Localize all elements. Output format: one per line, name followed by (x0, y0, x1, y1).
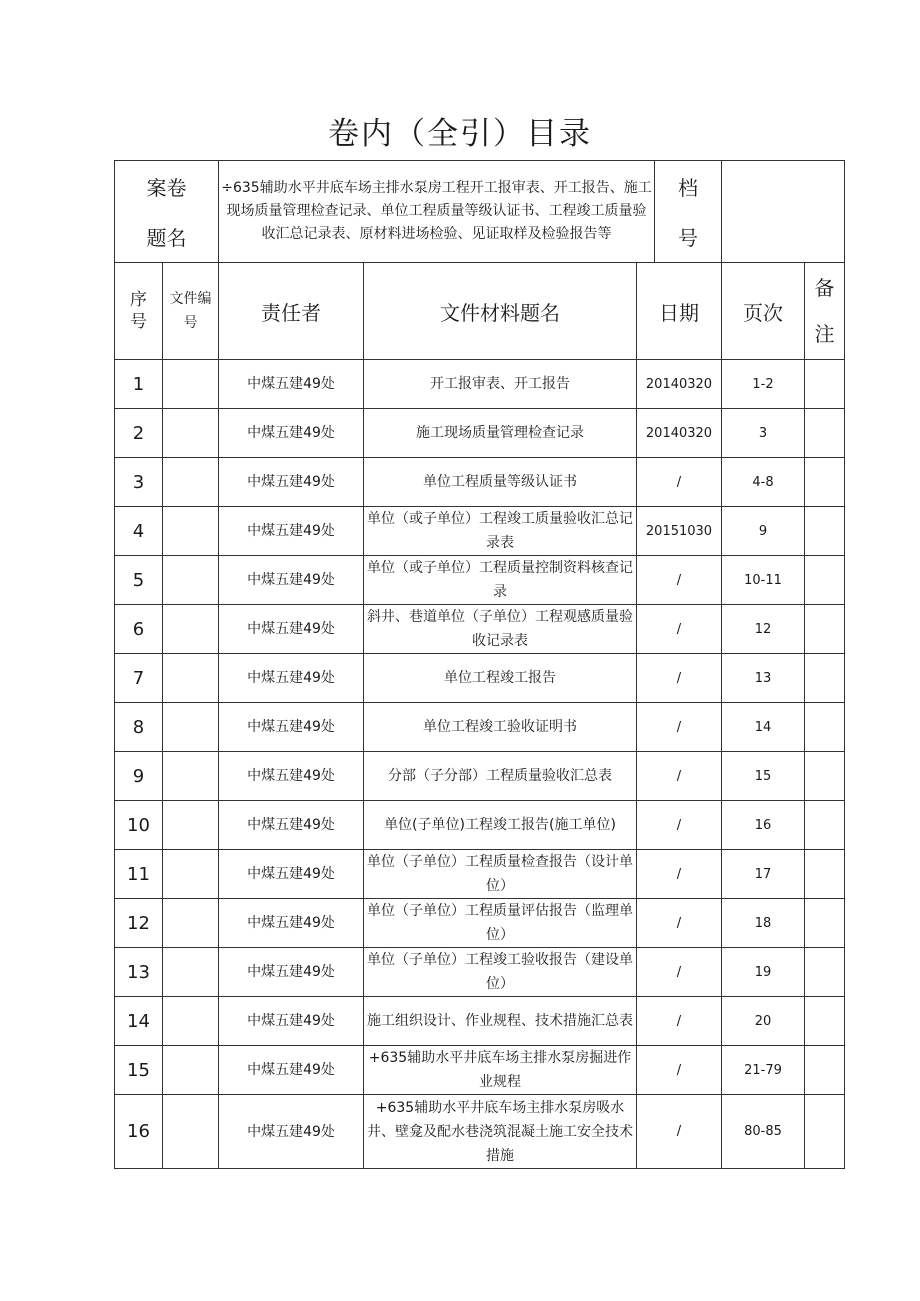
row-remark (805, 605, 845, 654)
row-pages: 16 (722, 801, 805, 850)
case-title-value: ÷635辅助水平井底车场主排水泵房工程开工报审表、开工报告、施工现场质量管理检查记录、单位工程质量等级认证书、工程竣工质量验收汇总记录表、原材料进场检验、见证取样及检验报告等 (219, 161, 655, 263)
row-pages: 20 (722, 997, 805, 1046)
row-material: 施工现场质量管理检查记录 (364, 409, 637, 458)
row-responsible: 中煤五建49处 (219, 605, 364, 654)
row-responsible: 中煤五建49处 (219, 360, 364, 409)
row-seq: 5 (115, 556, 163, 605)
row-remark (805, 409, 845, 458)
row-responsible: 中煤五建49处 (219, 899, 364, 948)
row-seq: 12 (115, 899, 163, 948)
col-remark-line1: 备 (814, 276, 835, 300)
row-pages: 12 (722, 605, 805, 654)
row-file-no (163, 360, 219, 409)
row-seq: 13 (115, 948, 163, 997)
row-remark (805, 458, 845, 507)
row-date: / (637, 1046, 722, 1095)
row-file-no (163, 997, 219, 1046)
row-file-no (163, 703, 219, 752)
page-title: 卷内（全引）目录 (328, 116, 592, 152)
row-material: 单位（或子单位）工程竣工质量验收汇总记录表 (364, 507, 637, 556)
archive-no-value (722, 161, 845, 263)
archive-no-label-line1: 档 (678, 175, 698, 200)
row-pages: 9 (722, 507, 805, 556)
table-row (115, 409, 845, 458)
row-pages: 80-85 (722, 1095, 805, 1169)
col-pages-header: 页次 (722, 263, 805, 360)
row-remark (805, 752, 845, 801)
row-date: / (637, 801, 722, 850)
row-file-no (163, 556, 219, 605)
col-date-header: 日期 (637, 263, 722, 360)
row-responsible: 中煤五建49处 (219, 850, 364, 899)
col-remark-line2: 注 (814, 322, 835, 346)
col-seq-line1: 序 (130, 290, 147, 310)
table-row (115, 507, 845, 556)
row-responsible: 中煤五建49处 (219, 1095, 364, 1169)
table-row (115, 850, 845, 899)
row-date: / (637, 997, 722, 1046)
row-remark (805, 1046, 845, 1095)
row-responsible: 中煤五建49处 (219, 654, 364, 703)
row-file-no (163, 458, 219, 507)
row-pages: 1-2 (722, 360, 805, 409)
table-row (115, 752, 845, 801)
row-seq: 8 (115, 703, 163, 752)
row-file-no (163, 948, 219, 997)
row-material: 单位工程竣工验收证明书 (364, 703, 637, 752)
row-file-no (163, 801, 219, 850)
row-remark (805, 997, 845, 1046)
row-material: 斜井、巷道单位（子单位）工程观感质量验收记录表 (364, 605, 637, 654)
row-material: +635辅助水平井底车场主排水泵房吸水井、壁龛及配水巷浇筑混凝土施工安全技术措施 (364, 1095, 637, 1169)
row-pages: 17 (722, 850, 805, 899)
row-file-no (163, 1046, 219, 1095)
row-material: 分部（子分部）工程质量验收汇总表 (364, 752, 637, 801)
row-remark (805, 1095, 845, 1169)
row-file-no (163, 752, 219, 801)
table-row (115, 556, 845, 605)
row-responsible: 中煤五建49处 (219, 507, 364, 556)
row-material: 单位（子单位）工程质量检查报告（设计单位） (364, 850, 637, 899)
col-file-no-header (163, 263, 219, 360)
row-responsible: 中煤五建49处 (219, 703, 364, 752)
case-title-label-line1: 案卷 (146, 175, 187, 200)
row-seq: 3 (115, 458, 163, 507)
row-seq: 9 (115, 752, 163, 801)
catalog-sheet (114, 160, 844, 1169)
row-seq: 14 (115, 997, 163, 1046)
row-file-no (163, 1095, 219, 1169)
row-file-no (163, 605, 219, 654)
row-file-no (163, 654, 219, 703)
col-seq-line2: 号 (130, 312, 147, 332)
col-responsible-header: 责任者 (219, 263, 364, 360)
row-responsible: 中煤五建49处 (219, 1046, 364, 1095)
row-file-no (163, 409, 219, 458)
row-pages: 21-79 (722, 1046, 805, 1095)
catalog-table (114, 262, 845, 1169)
row-seq: 4 (115, 507, 163, 556)
row-date: / (637, 1095, 722, 1169)
table-row (115, 801, 845, 850)
row-date: 20140320 (637, 409, 722, 458)
row-date: / (637, 458, 722, 507)
row-material: 单位工程竣工报告 (364, 654, 637, 703)
row-pages: 13 (722, 654, 805, 703)
row-responsible: 中煤五建49处 (219, 997, 364, 1046)
col-file-no-line2: 号 (183, 315, 198, 331)
row-date: / (637, 899, 722, 948)
row-date: 20140320 (637, 360, 722, 409)
catalog-rows (115, 360, 845, 1169)
table-row (115, 1095, 845, 1169)
row-date: / (637, 850, 722, 899)
row-material: 开工报审表、开工报告 (364, 360, 637, 409)
column-header-row (115, 263, 845, 360)
archive-no-label-line2: 号 (678, 225, 698, 250)
row-material: 单位（或子单位）工程质量控制资料核查记录 (364, 556, 637, 605)
row-date: / (637, 948, 722, 997)
row-pages: 15 (722, 752, 805, 801)
row-seq: 11 (115, 850, 163, 899)
row-pages: 14 (722, 703, 805, 752)
row-remark (805, 654, 845, 703)
table-row (115, 360, 845, 409)
row-remark (805, 507, 845, 556)
row-pages: 3 (722, 409, 805, 458)
row-file-no (163, 507, 219, 556)
row-material: 施工组织设计、作业规程、技术措施汇总表 (364, 997, 637, 1046)
row-remark (805, 948, 845, 997)
row-seq: 6 (115, 605, 163, 654)
row-file-no (163, 899, 219, 948)
row-date: / (637, 605, 722, 654)
case-header-table (114, 160, 845, 263)
row-responsible: 中煤五建49处 (219, 801, 364, 850)
row-remark (805, 556, 845, 605)
table-row (115, 948, 845, 997)
row-pages: 19 (722, 948, 805, 997)
row-responsible: 中煤五建49处 (219, 556, 364, 605)
row-pages: 18 (722, 899, 805, 948)
row-remark (805, 850, 845, 899)
table-row (115, 1046, 845, 1095)
table-row (115, 899, 845, 948)
row-pages: 10-11 (722, 556, 805, 605)
row-date: / (637, 654, 722, 703)
row-responsible: 中煤五建49处 (219, 752, 364, 801)
row-responsible: 中煤五建49处 (219, 458, 364, 507)
col-remark-header (805, 263, 845, 360)
row-remark (805, 360, 845, 409)
row-remark (805, 801, 845, 850)
row-seq: 10 (115, 801, 163, 850)
table-row (115, 654, 845, 703)
case-title-label (115, 161, 219, 263)
row-material: 单位工程质量等级认证书 (364, 458, 637, 507)
archive-no-label (655, 161, 722, 263)
row-seq: 1 (115, 360, 163, 409)
table-row (115, 605, 845, 654)
row-seq: 2 (115, 409, 163, 458)
table-row (115, 458, 845, 507)
row-file-no (163, 850, 219, 899)
row-date: / (637, 703, 722, 752)
col-seq-header (115, 263, 163, 360)
row-date: / (637, 556, 722, 605)
row-responsible: 中煤五建49处 (219, 409, 364, 458)
col-file-no-line1: 文件编 (169, 291, 212, 307)
row-material: 单位（子单位）工程竣工验收报告（建设单位） (364, 948, 637, 997)
row-seq: 7 (115, 654, 163, 703)
case-title-label-line2: 题名 (146, 225, 187, 250)
row-seq: 15 (115, 1046, 163, 1095)
row-date: 20151030 (637, 507, 722, 556)
row-material: 单位(子单位)工程竣工报告(施工单位) (364, 801, 637, 850)
col-material-header: 文件材料题名 (364, 263, 637, 360)
row-material: +635辅助水平井底车场主排水泵房掘进作业规程 (364, 1046, 637, 1095)
table-row (115, 997, 845, 1046)
row-responsible: 中煤五建49处 (219, 948, 364, 997)
row-material: 单位（子单位）工程质量评估报告（监理单位） (364, 899, 637, 948)
table-row (115, 703, 845, 752)
row-date: / (637, 752, 722, 801)
row-remark (805, 703, 845, 752)
row-remark (805, 899, 845, 948)
row-pages: 4-8 (722, 458, 805, 507)
row-seq: 16 (115, 1095, 163, 1169)
